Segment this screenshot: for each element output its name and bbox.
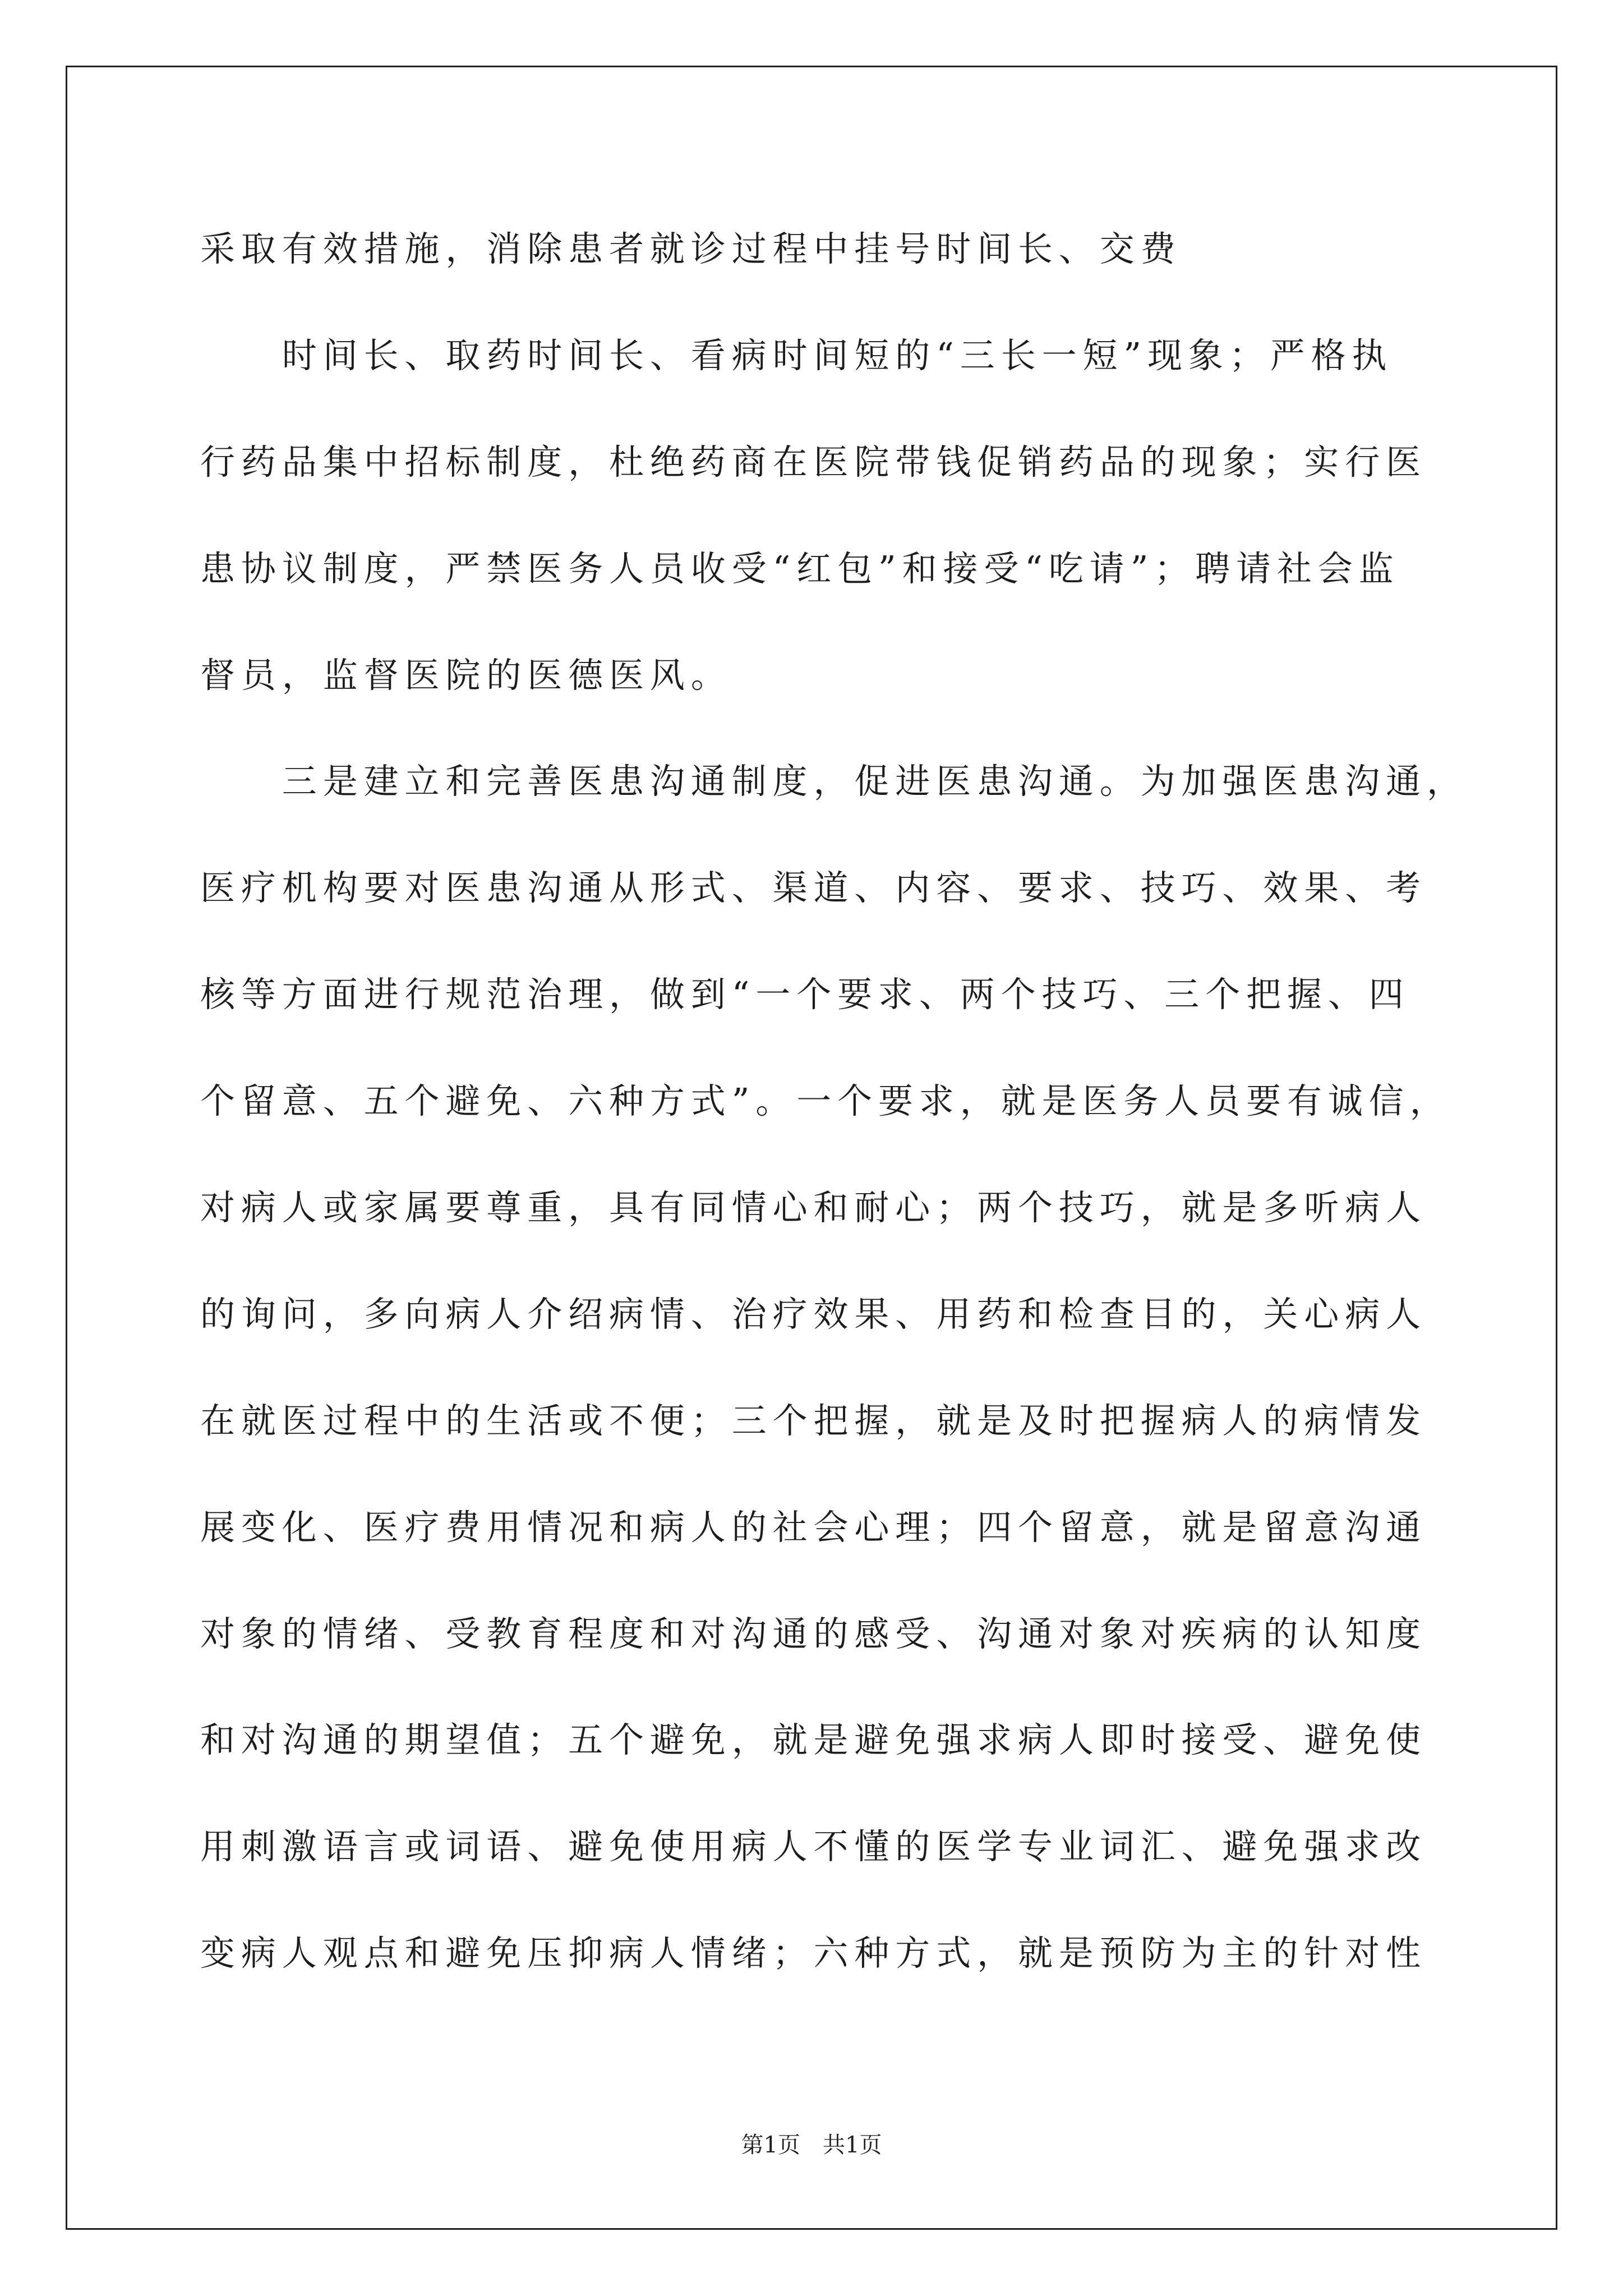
text-line: 医疗机构要对医患沟通从形式、渠道、内容、要求、技巧、效果、考 <box>200 867 1427 909</box>
text-line: 对象的情绪、受教育程度和对沟通的感受、沟通对象对疾病的认知度 <box>200 1613 1427 1654</box>
paragraph <box>200 196 1490 302</box>
text-line: 时间长、取药时间长、看病时间短的“三长一短”现象；严格执 <box>282 334 1393 376</box>
document-body <box>200 196 1490 2007</box>
text-line: 的询问，多向病人介绍病情、治疗效果、用药和检查目的，关心病人 <box>200 1293 1427 1335</box>
text-line: 督员，监督医院的医德医风。 <box>200 654 732 696</box>
text-line: 变病人观点和避免压抑病人情绪；六种方式，就是预防为主的针对性 <box>200 1932 1427 1974</box>
text-line: 展变化、医疗费用情况和病人的社会心理；四个留意，就是留意沟通 <box>200 1506 1427 1548</box>
text-line: 和对沟通的期望值；五个避免，就是避免强求病人即时接受、避免使 <box>200 1719 1427 1761</box>
text-line: 用刺激语言或词语、避免使用病人不懂的医学专业词汇、避免强求改 <box>200 1826 1427 1867</box>
text-line: 个留意、五个避免、六种方式”。一个要求，就是医务人员要有诚信， <box>200 1080 1451 1122</box>
text-line: 患协议制度，严禁医务人员收受“红包”和接受“吃请”；聘请社会监 <box>200 547 1400 589</box>
text-line: 在就医过程中的生活或不便；三个把握，就是及时把握病人的病情发 <box>200 1400 1427 1441</box>
paragraph <box>200 302 1490 729</box>
page-number-footer: 第1页 共1页 <box>741 2132 882 2158</box>
paragraph <box>200 728 1490 2007</box>
text-line: 三是建立和完善医患沟通制度，促进医患沟通。为加强医患沟通， <box>282 761 1468 802</box>
text-line: 对病人或家属要尊重，具有同情心和耐心；两个技巧，就是多听病人 <box>200 1187 1427 1228</box>
text-line: 核等方面进行规范治理，做到“一个要求、两个技巧、三个把握、四 <box>200 974 1410 1015</box>
text-line: 采取有效措施，消除患者就诊过程中挂号时间长、交费 <box>200 228 1182 269</box>
text-line: 行药品集中招标制度，杜绝药商在医院带钱促销药品的现象；实行医 <box>200 441 1427 482</box>
